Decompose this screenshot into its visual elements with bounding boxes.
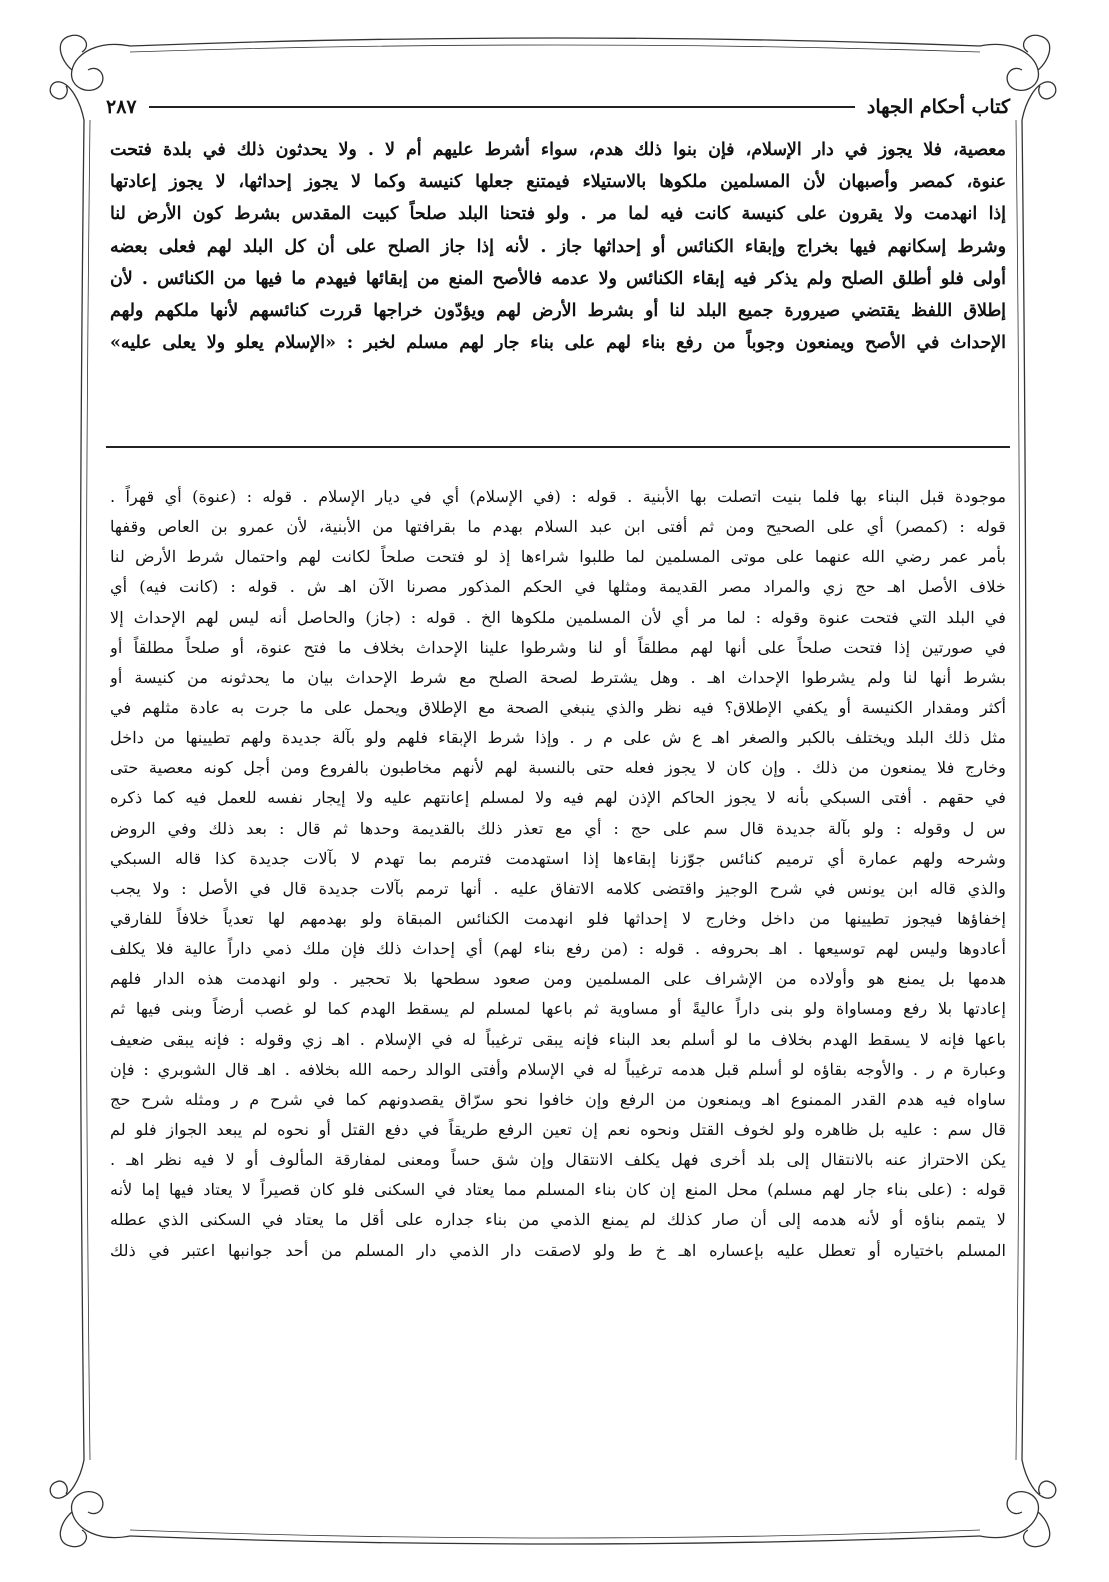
- commentary-line: موجودة قبل البناء بها فلما بنيت اتصلت بها الأبنية . قوله : (في الإسلام) أي في ديار الإسلام . قوله : (عنوة) أي قهراً .: [110, 487, 1006, 506]
- commentary-line: وخارج فلا يمنعون من ذلك . وإن كان لا يجوز فعله حتى بالنسبة لهم لأنهم مخاطبون بالفروع ومن أجل كونه معصية حتى: [110, 758, 1006, 778]
- page-number: ٢٨٧: [106, 96, 137, 118]
- commentary-line: أكثر ومقدار الكنيسة أو يكفي الإطلاق؟ فيه نظر والذي ينبغي الصحة مع الإطلاق ويحمل على ما جرت به عادة مثلهم في: [110, 697, 1006, 717]
- main-text-line: عنوة، كمصر وأصبهان لأن المسلمين ملكوها بالاستيلاء فيمتنع جعلها كنيسة وكما لا يجوز إحداثها، لا يجوز إعادتها: [110, 172, 1006, 193]
- commentary-line: بأمر عمر رضي الله عنهما على موتى المسلمين لما طلبوا شراءها إذ لو فتحت صلحاً لكانت لهم واحتمال شرط الأرض لنا: [110, 547, 1006, 567]
- commentary-line: س ل وقوله : ولو بآلة جديدة قال سم على حج : أي مع تعذر ذلك بالقديمة وحدها ثم قال : بعد ذلك وفي الروض: [110, 818, 1006, 838]
- commentary-line: باعها فإنه لا يسقط الهدم بخلاف ما لو أسلم بعد البناء فإنه يبقى ترغيباً له في الإسلام . اهـ زي وقوله : فإنه يبقى ضعيف: [110, 1029, 1006, 1049]
- main-text-line: إطلاق اللفظ يقتضي صيرورة جميع البلد لنا أو بشرط الأرض لهم ويؤدّون خراجها قررت كنائسهم لأنها ملكهم ولهم: [110, 300, 1006, 321]
- commentary-line: المسلم باختياره أو تعطل عليه بإعساره اهـ خ ط ولو لاصقت دار الذمي دار المسلم من أحد جوانبها اعتبر في ذلك: [110, 1240, 1006, 1260]
- main-text-block: [110, 134, 1006, 359]
- commentary-line: مثل ذلك البلد ويختلف بالكبر والصغر اهـ ع ش على م ر . وإذا شرط الإبقاء فلهم ولو بآلة جديدة ولهم تطيينها من داخل: [110, 728, 1006, 748]
- commentary-line: إخفاؤها فيجوز تطيينها من داخل وخارج لا إحداثها فلو انهدمت الكنائس المبقاة ولو بهدمهم لها تعدياً خلافاً للفارقي: [110, 908, 1006, 928]
- main-text-line: إذا انهدمت ولا يقرون على كنيسة كانت فيه لما مر . ولو فتحنا البلد صلحاً كبيت المقدس بشرط كون الأرض لنا: [110, 204, 1006, 225]
- commentary-line: يكن الاحتراز عنه بالانتقال إلى بلد أخرى فهل يكلف الانتقال وإن شق حساً ومعنى لمفارقة المألوف أو لا فيه نظر اهـ .: [110, 1150, 1006, 1170]
- commentary-block: [110, 482, 1006, 1266]
- commentary-line: قوله : (على بناء جار لهم مسلم) محل المنع إن كان بناء المسلم مما يعتاد في السكنى فلو كان قصيراً لا يعتاد فيها إما لأنه: [110, 1180, 1006, 1200]
- page-content: [106, 88, 1010, 1508]
- header-rule: [149, 106, 855, 108]
- commentary-line: لا يتمم بناؤه أو لأنه هدمه إلى أن صار كذلك لم يمنع الذمي من بناء جداره على أقل ما يعتاد في السكنى الذي عطله: [110, 1210, 1006, 1230]
- main-text-line: وشرط إسكانهم فيها بخراج وإبقاء الكنائس أو إحداثها جاز . لأنه إذا جاز الصلح على أن كل البلد لهم فعلى بعضه: [110, 236, 1006, 257]
- commentary-line: في صورتين إذا فتحت صلحاً على أنها لهم مطلقاً أو لنا وشرطوا علينا الإحداث بخلاف ما فتح عنوة، أو صلحاً مطلقاً أو: [110, 637, 1006, 657]
- commentary-line: بشرط أنها لنا ولم يشرطوا الإحداث اهـ . وهل يشترط لصحة الصلح مع شرط الإحداث بيان ما يحدثونه من كنيسة أو: [110, 667, 1006, 687]
- main-text-line: معصية، فلا يجوز في دار الإسلام، فإن بنوا ذلك هدم، سواء أشرط عليهم أم لا . ولا يحدثون ذلك في بلدة فتحت: [110, 140, 1006, 160]
- commentary-line: ساواه فيه هدم القدر الممنوع اهـ ويمنعون من الرفع وإن خافوا نحو سرّاق يقصدونهم كما في شرح م ر ومثله شرح حج: [110, 1089, 1006, 1109]
- commentary-line: هدمها بل يمنع هو وأولاده من الإشراف على المسلمين ومن صعود سطحها بلا تحجير . ولو انهدمت هذه الدار فلهم: [110, 969, 1006, 989]
- running-header: [106, 92, 1010, 122]
- commentary-line: قال سم : عليه بل ظاهره ولو لخوف القتل ونحوه نعم إن تعين الرفع طريقاً في دفع القتل أو نحوه لم يبعد الجواز فلو لم: [110, 1119, 1006, 1139]
- commentary-line: في حقهم . أفتى السبكي بأنه لا يجوز الحاكم الإذن لهم فيه ولا لمسلم إعانتهم عليه ولا إيجار نفسه للعمل فيه كما ذكره: [110, 788, 1006, 808]
- main-text-line: الإحداث في الأصح ويمنعون وجوباً من رفع بناء لهم على بناء جار لهم مسلم لخبر : «الإسلام يعلو ولا يعلى عليه»: [110, 333, 1006, 354]
- commentary-line: قوله : (كمصر) أي على الصحيح ومن ثم أفتى ابن عبد السلام بهدم ما بقرافتها من الأبنية، لأن عمرو بن العاص وقفها: [110, 517, 1006, 537]
- commentary-line: أعادوها وليس لهم توسيعها . اهـ بحروفه . قوله : (من رفع بناء لهم) أي إحداث ذلك فإن ملك ذمي داراً عالية فلا يكلف: [110, 939, 1006, 959]
- footnote-separator: [106, 446, 1010, 448]
- main-text-line: أولى فلو أطلق الصلح ولم يذكر فيه إبقاء الكنائس ولا عدمه فالأصح المنع من إبقائها فيهدم ما فيها من الكنائس . لأن: [110, 268, 1006, 289]
- book-title: كتاب أحكام الجهاد: [866, 96, 1010, 118]
- commentary-line: وشرحه ولهم عمارة أي ترميم كنائس جوّزنا إبقاءها إذا استهدمت فترمم بما تهدم لا بآلات جديدة كذا قاله السبكي: [110, 848, 1006, 868]
- commentary-line: والذي قاله ابن يونس في شرح الوجيز واقتضى كلامه الاتفاق عليه . أنها ترمم بآلات جديدة قال في الأصل : ولا يجب: [110, 878, 1006, 898]
- commentary-line: إعادتها بلا رفع ومساواة ولو بنى داراً عاليةً أو مساوية ثم باعها لمسلم لم يسقط الهدم كما لو غصب أرضاً وبنى فيها ثم: [110, 999, 1006, 1019]
- commentary-line: وعبارة م ر . والأوجه بقاؤه لو أسلم قبل هدمه ترغيباً له في الإسلام وأفتى الوالد رحمه الله بخلافه . اهـ قال الشوبري : فإن: [110, 1059, 1006, 1079]
- commentary-line: في البلد التي فتحت عنوة وقوله : لما مر أي لأن المسلمين ملكوها الخ . قوله : (جاز) والحاصل أنه ليس لهم الإحداث إلا: [110, 607, 1006, 627]
- commentary-line: خلاف الأصل اهـ حج زي والمراد مصر القديمة ومثلها في الحكم المذكور مصرنا الآن اهـ ش . قوله : (كانت فيه) أي: [110, 577, 1006, 597]
